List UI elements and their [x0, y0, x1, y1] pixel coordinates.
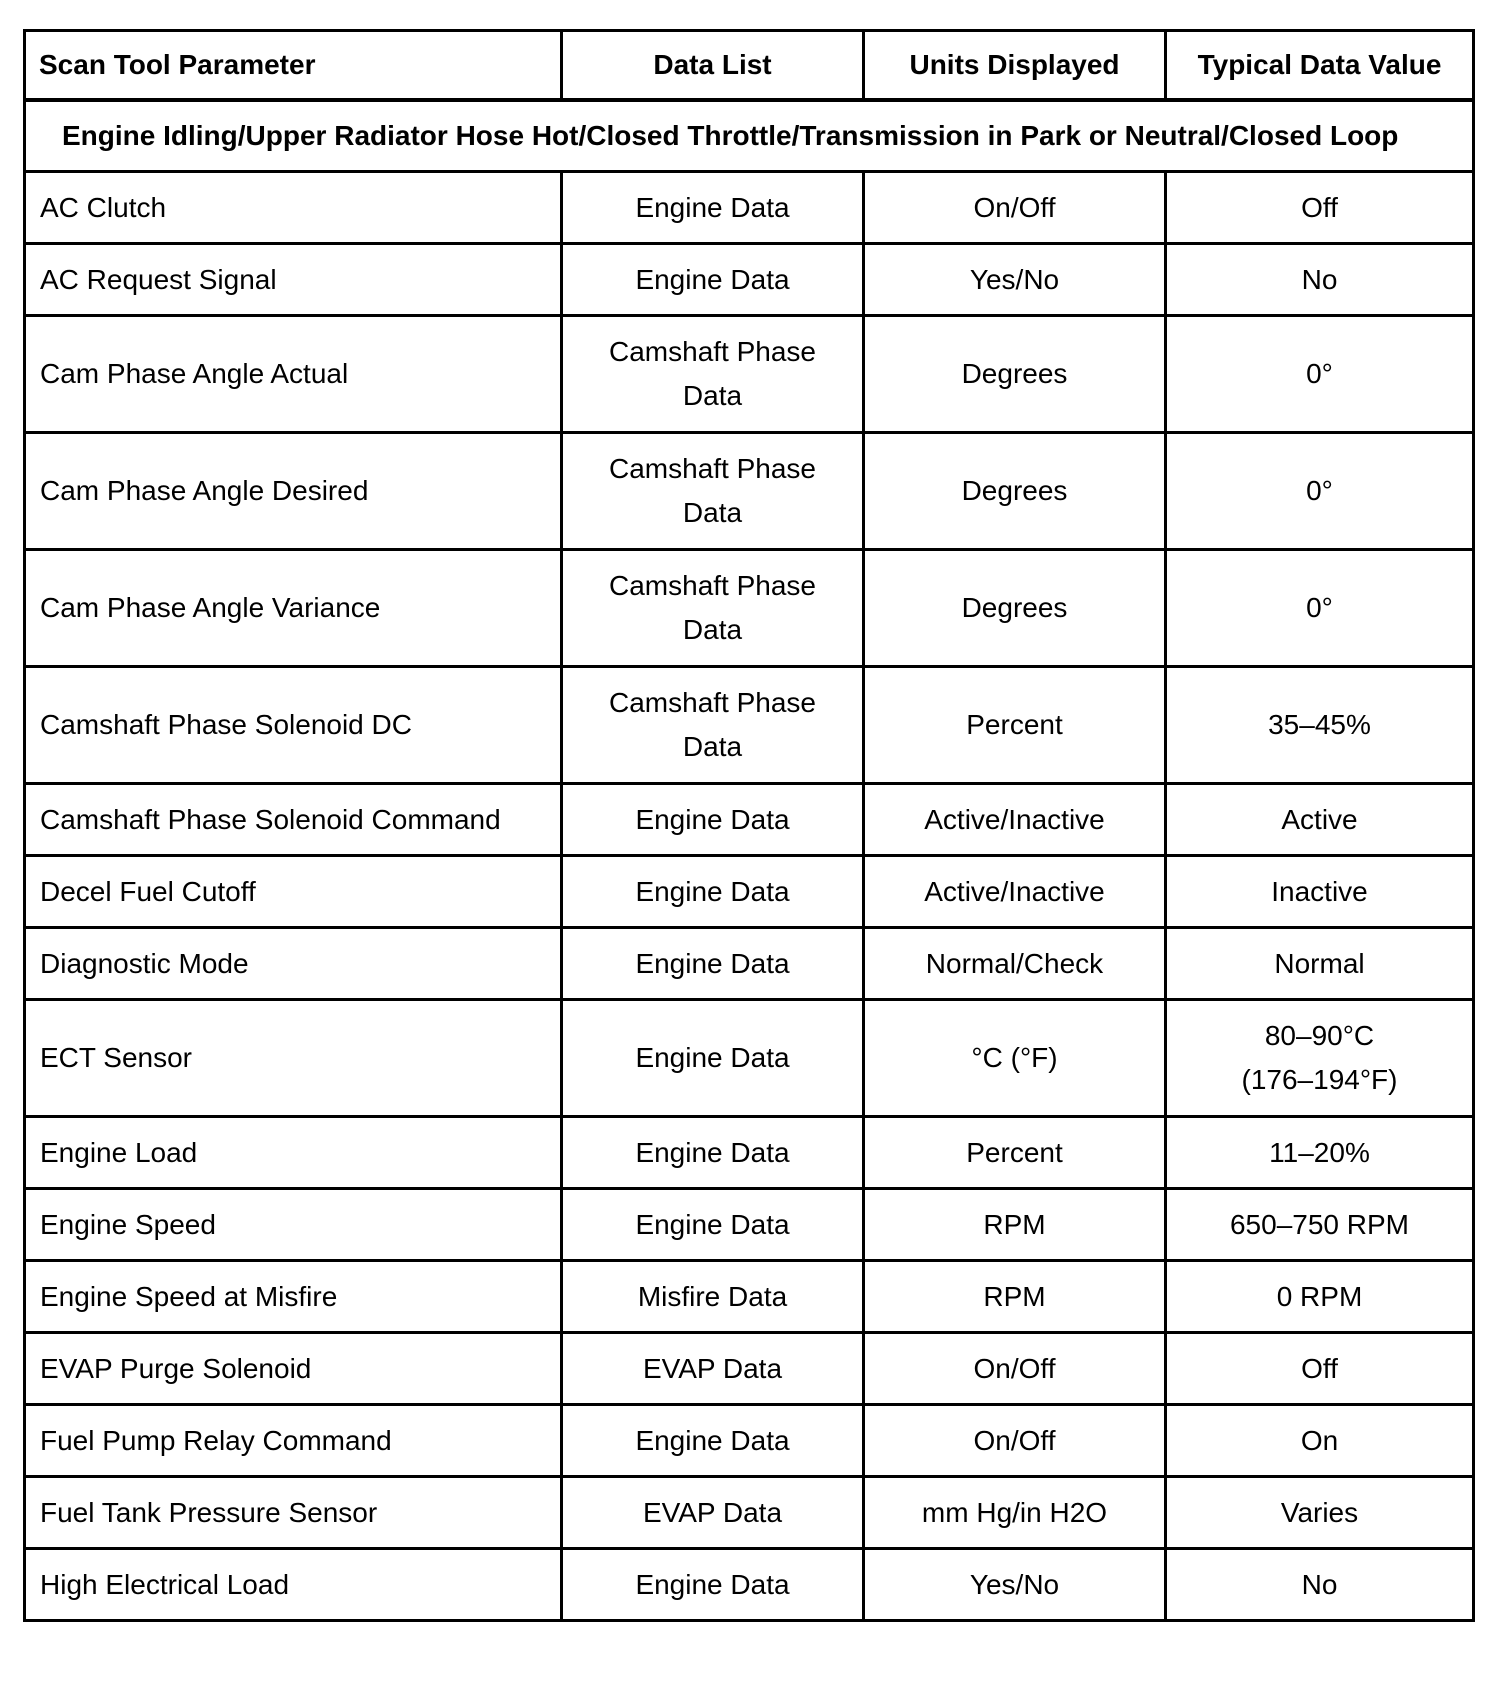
cell-text-line: Off	[1301, 191, 1338, 223]
cell-text-line: Camshaft Phase	[609, 453, 816, 484]
cell-text-line: 0°	[1306, 592, 1333, 623]
table-row	[25, 784, 1474, 856]
cell-typical-data-value	[1166, 550, 1474, 667]
cell-typical-data-value	[1166, 1405, 1474, 1477]
cell-text-line: Engine Data	[635, 947, 790, 979]
table-row	[25, 1117, 1474, 1189]
table-row	[25, 316, 1474, 433]
cell-scan-tool-parameter: Decel Fuel Cutoff	[25, 856, 562, 928]
table-row	[25, 1405, 1474, 1477]
cell-text-line: Inactive	[1271, 875, 1368, 907]
cell-text-line: Active	[1281, 803, 1358, 835]
table-row	[25, 550, 1474, 667]
cell-text-line: 0°	[1306, 475, 1333, 506]
cell-units-displayed: Degrees	[864, 433, 1166, 550]
table-row	[25, 1000, 1474, 1117]
cell-units-displayed: Degrees	[864, 316, 1166, 433]
cell-text-line: Engine Data	[635, 1568, 790, 1600]
cell-units-displayed: °C (°F)	[864, 1000, 1166, 1117]
cell-scan-tool-parameter: Engine Speed at Misfire	[25, 1261, 562, 1333]
cell-scan-tool-parameter: Camshaft Phase Solenoid DC	[25, 667, 562, 784]
cell-text-line: (176–194°F)	[1241, 1064, 1398, 1095]
cell-units-displayed: Active/Inactive	[864, 856, 1166, 928]
cell-text-line: Engine Data	[635, 1042, 790, 1073]
cell-units-displayed: RPM	[864, 1261, 1166, 1333]
cell-text-line: Data	[682, 497, 743, 528]
cell-data-list	[562, 433, 864, 550]
header-units-displayed: Units Displayed	[864, 31, 1166, 101]
cell-units-displayed: Degrees	[864, 550, 1166, 667]
cell-text-line: Engine Data	[635, 1208, 790, 1240]
section-title: Engine Idling/Upper Radiator Hose Hot/Closed Throttle/Transmission in Park or Neutral/Closed Loop	[25, 100, 1474, 172]
cell-text-line: Engine Data	[635, 263, 790, 295]
table-body	[25, 100, 1474, 1621]
cell-text-line: Camshaft Phase	[609, 687, 816, 718]
cell-data-list	[562, 784, 864, 856]
cell-data-list	[562, 172, 864, 244]
cell-data-list	[562, 1000, 864, 1117]
cell-typical-data-value	[1166, 856, 1474, 928]
cell-data-list	[562, 1333, 864, 1405]
cell-text-line: Data	[682, 731, 743, 762]
cell-units-displayed: On/Off	[864, 1333, 1166, 1405]
cell-data-list	[562, 1549, 864, 1621]
cell-units-displayed: On/Off	[864, 172, 1166, 244]
cell-scan-tool-parameter: Engine Load	[25, 1117, 562, 1189]
header-typical-data-value: Typical Data Value	[1166, 31, 1474, 101]
cell-typical-data-value	[1166, 928, 1474, 1000]
cell-data-list	[562, 667, 864, 784]
cell-scan-tool-parameter: EVAP Purge Solenoid	[25, 1333, 562, 1405]
cell-scan-tool-parameter: AC Request Signal	[25, 244, 562, 316]
cell-text-line: Engine Data	[635, 191, 790, 223]
cell-text-line: On	[1300, 1424, 1339, 1456]
table-row	[25, 1477, 1474, 1549]
header-data-list: Data List	[562, 31, 864, 101]
table-row	[25, 1333, 1474, 1405]
cell-typical-data-value	[1166, 1117, 1474, 1189]
cell-text-line: EVAP Data	[642, 1496, 783, 1528]
cell-units-displayed: Yes/No	[864, 1549, 1166, 1621]
cell-typical-data-value	[1166, 1549, 1474, 1621]
table-header-row	[25, 31, 1474, 101]
cell-data-list	[562, 1117, 864, 1189]
cell-units-displayed: Percent	[864, 667, 1166, 784]
cell-units-displayed: RPM	[864, 1189, 1166, 1261]
cell-text-line: No	[1301, 263, 1338, 295]
cell-text-line: Normal	[1274, 947, 1365, 979]
cell-scan-tool-parameter: Cam Phase Angle Desired	[25, 433, 562, 550]
cell-typical-data-value	[1166, 1477, 1474, 1549]
cell-typical-data-value	[1166, 433, 1474, 550]
cell-text-line: Data	[682, 380, 743, 411]
cell-text-line: Engine Data	[635, 875, 790, 907]
section-row	[25, 100, 1474, 172]
cell-units-displayed: Percent	[864, 1117, 1166, 1189]
table-row	[25, 1261, 1474, 1333]
cell-text-line: 650–750 RPM	[1229, 1208, 1409, 1240]
cell-typical-data-value	[1166, 1189, 1474, 1261]
cell-text-line: No	[1301, 1568, 1338, 1600]
cell-scan-tool-parameter: Diagnostic Mode	[25, 928, 562, 1000]
cell-scan-tool-parameter: Cam Phase Angle Variance	[25, 550, 562, 667]
cell-scan-tool-parameter: Cam Phase Angle Actual	[25, 316, 562, 433]
cell-typical-data-value	[1166, 244, 1474, 316]
cell-text-line: 0 RPM	[1276, 1280, 1363, 1312]
cell-units-displayed: Yes/No	[864, 244, 1166, 316]
cell-data-list	[562, 316, 864, 433]
cell-text-line: 35–45%	[1268, 709, 1371, 740]
cell-data-list	[562, 550, 864, 667]
cell-units-displayed: Active/Inactive	[864, 784, 1166, 856]
cell-data-list	[562, 244, 864, 316]
cell-text-line: Camshaft Phase	[609, 336, 816, 367]
table-row	[25, 667, 1474, 784]
cell-scan-tool-parameter: Camshaft Phase Solenoid Command	[25, 784, 562, 856]
cell-text-line: 11–20%	[1269, 1136, 1370, 1168]
cell-text-line: Data	[682, 614, 743, 645]
cell-scan-tool-parameter: High Electrical Load	[25, 1549, 562, 1621]
cell-typical-data-value	[1166, 667, 1474, 784]
cell-typical-data-value	[1166, 1333, 1474, 1405]
table-row	[25, 856, 1474, 928]
cell-typical-data-value	[1166, 1261, 1474, 1333]
scan-tool-data-table	[23, 29, 1475, 1622]
cell-scan-tool-parameter: Fuel Pump Relay Command	[25, 1405, 562, 1477]
cell-scan-tool-parameter: Engine Speed	[25, 1189, 562, 1261]
cell-data-list	[562, 1189, 864, 1261]
cell-data-list	[562, 1261, 864, 1333]
cell-text-line: 80–90°C	[1264, 1020, 1375, 1051]
cell-data-list	[562, 856, 864, 928]
cell-data-list	[562, 1405, 864, 1477]
cell-scan-tool-parameter: AC Clutch	[25, 172, 562, 244]
table-row	[25, 244, 1474, 316]
cell-text-line: Misfire Data	[637, 1280, 788, 1312]
header-scan-tool-parameter: Scan Tool Parameter	[25, 31, 562, 101]
table-row	[25, 1189, 1474, 1261]
table-row	[25, 1549, 1474, 1621]
cell-typical-data-value	[1166, 1000, 1474, 1117]
cell-data-list	[562, 1477, 864, 1549]
cell-text-line: Engine Data	[635, 1136, 790, 1168]
cell-text-line: Off	[1301, 1352, 1338, 1384]
cell-text-line: 0°	[1306, 358, 1333, 389]
cell-typical-data-value	[1166, 316, 1474, 433]
cell-text-line: Varies	[1280, 1496, 1359, 1528]
scan-tool-data-table-container	[23, 29, 1472, 1622]
cell-units-displayed: mm Hg/in H2O	[864, 1477, 1166, 1549]
cell-data-list	[562, 928, 864, 1000]
cell-typical-data-value	[1166, 784, 1474, 856]
cell-units-displayed: On/Off	[864, 1405, 1166, 1477]
cell-text-line: Camshaft Phase	[609, 570, 816, 601]
cell-units-displayed: Normal/Check	[864, 928, 1166, 1000]
table-row	[25, 172, 1474, 244]
cell-text-line: Engine Data	[635, 803, 790, 835]
cell-scan-tool-parameter: Fuel Tank Pressure Sensor	[25, 1477, 562, 1549]
table-row	[25, 433, 1474, 550]
cell-typical-data-value	[1166, 172, 1474, 244]
cell-text-line: Engine Data	[635, 1424, 790, 1456]
cell-text-line: EVAP Data	[642, 1352, 783, 1384]
table-row	[25, 928, 1474, 1000]
cell-scan-tool-parameter: ECT Sensor	[25, 1000, 562, 1117]
